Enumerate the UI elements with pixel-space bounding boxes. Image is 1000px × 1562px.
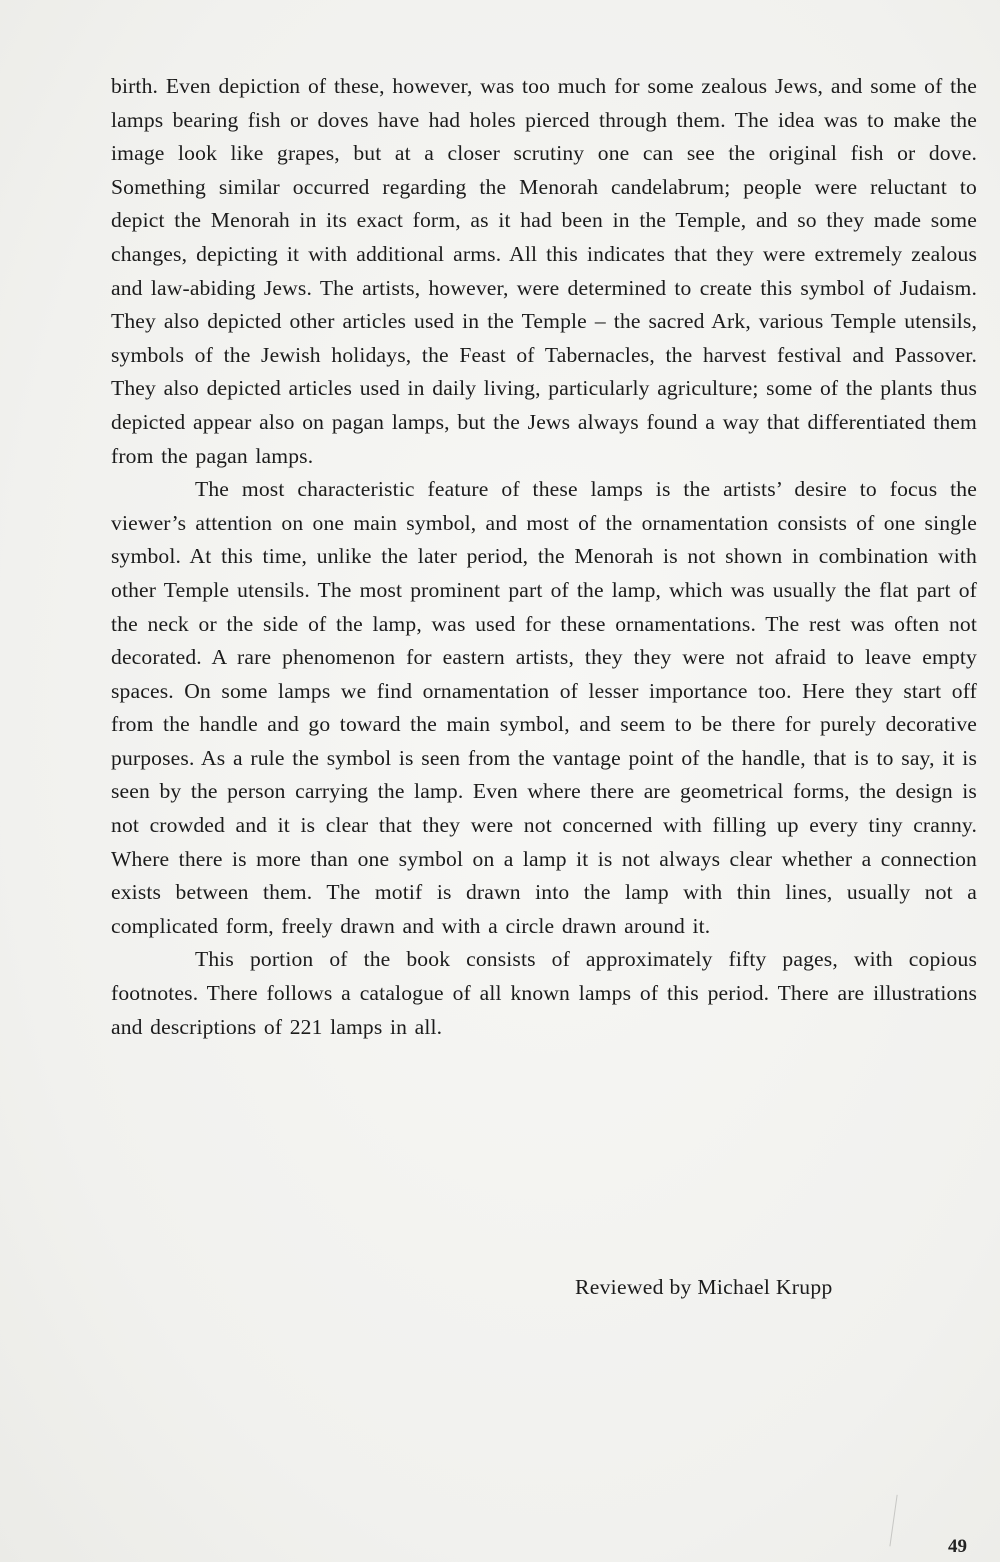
scan-mark [889, 1495, 903, 1547]
paragraph-book-portion: This portion of the book consists of approximately fifty pages, with copious footnotes. There follows a catalogue of all known lamps of this period. There are illustrations and descriptions of 221 lamps in all. [111, 947, 977, 1039]
body-text [111, 70, 977, 1044]
paragraph-lamp-features: The most characteristic feature of these lamps is the artists’ desire to focus the viewer’s attention on one main symbol, and most of the ornamentation consists of one single symbol. At this time, unlike the later period, the Menorah is not shown in combination with other Temple utensils. The most prominent part of the lamp, which was usually the flat part of the neck or the side of the lamp, was used for these ornamentations. The rest was often not decorated. A rare phenomenon for eastern artists, they they were not afraid to leave empty spaces. On some lamps we find ornamentation of lesser importance too. Here they start off from the handle and go toward the main symbol, and seem to be there for purely decorative purposes. As a rule the symbol is seen from the vantage point of the handle, that is to say, it is seen by the person carrying the lamp. Even where there are geometrical forms, the design is not crowded and it is clear that they were not concerned with filling up every tiny cranny. Where there is more than one symbol on a lamp it is not always clear whether a connection exists between them. The motif is drawn into the lamp with thin lines, usually not a complicated form, freely drawn and with a circle drawn around it. [111, 477, 977, 938]
paragraph-continuation: birth. Even depiction of these, however, was too much for some zealous Jews, and some of the lamps bearing fish or doves have had holes pierced through them. The idea was to make the image look like grapes, but at a closer scrutiny one can see the original fish or dove. Something similar occurred regarding the Menorah candelabrum; people were reluctant to depict the Menorah in its exact form, as it had been in the Temple, and so they made some changes, depicting it with additional arms. All this indicates that they were extremely zealous and law-abiding Jews. The artists, however, were determined to create this symbol of Judaism. They also depicted other articles used in the Temple – the sacred Ark, various Temple utensils, symbols of the Jewish holidays, the Feast of Tabernacles, the harvest festival and Passover. They also depicted articles used in daily living, particularly agriculture; some of the plants thus depicted appear also on pagan lamps, but the Jews always found a way that differentiated them from the pagan lamps. [111, 74, 977, 468]
reviewer-signature: Reviewed by Michael Krupp [575, 1275, 833, 1299]
page-number: 49 [948, 1536, 967, 1557]
